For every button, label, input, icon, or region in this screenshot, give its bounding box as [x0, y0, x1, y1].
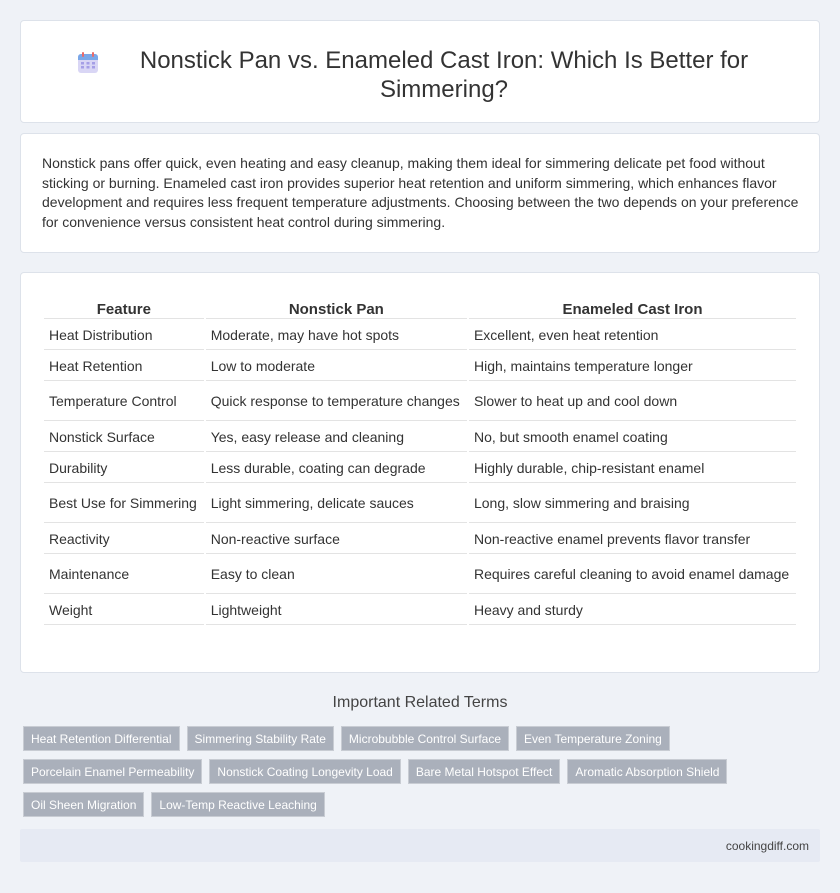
nonstick-cell: Moderate, may have hot spots: [206, 319, 467, 350]
nonstick-cell: Yes, easy release and cleaning: [206, 421, 467, 452]
feature-cell: Heat Retention: [44, 350, 204, 381]
table-header-row: [44, 295, 796, 319]
table-row: [44, 523, 796, 554]
calendar-icon: [76, 51, 100, 75]
feature-cell: Weight: [44, 594, 204, 625]
related-term-tag[interactable]: Even Temperature Zoning: [516, 726, 670, 751]
cast-iron-cell: Long, slow simmering and braising: [469, 483, 796, 523]
cast-iron-cell: Non-reactive enamel prevents flavor transfer: [469, 523, 796, 554]
table-row: [44, 421, 796, 452]
table-row: [44, 452, 796, 483]
feature-cell: Maintenance: [44, 554, 204, 594]
comparison-table: [42, 295, 798, 625]
nonstick-cell: Less durable, coating can degrade: [206, 452, 467, 483]
related-term-tag[interactable]: Bare Metal Hotspot Effect: [408, 759, 561, 784]
cast-iron-cell: Slower to heat up and cool down: [469, 381, 796, 421]
page-title: Nonstick Pan vs. Enameled Cast Iron: Which Is Better for Simmering?: [139, 47, 749, 103]
cast-iron-cell: Excellent, even heat retention: [469, 319, 796, 350]
nonstick-cell: Easy to clean: [206, 554, 467, 594]
table-row: [44, 483, 796, 523]
cast-iron-cell: Highly durable, chip-resistant enamel: [469, 452, 796, 483]
related-term-tag[interactable]: Oil Sheen Migration: [23, 792, 144, 817]
column-header-cast-iron: Enameled Cast Iron: [469, 295, 796, 319]
table-row: [44, 350, 796, 381]
related-term-tag[interactable]: Low-Temp Reactive Leaching: [151, 792, 324, 817]
intro-card: [20, 133, 820, 253]
nonstick-cell: Light simmering, delicate sauces: [206, 483, 467, 523]
comparison-table-card: [20, 272, 820, 673]
related-term-tag[interactable]: Heat Retention Differential: [23, 726, 180, 751]
feature-cell: Best Use for Simmering: [44, 483, 204, 523]
table-row: [44, 381, 796, 421]
related-term-tag[interactable]: Simmering Stability Rate: [187, 726, 334, 751]
feature-cell: Heat Distribution: [44, 319, 204, 350]
footer-bar: [20, 829, 820, 862]
related-term-tag[interactable]: Nonstick Coating Longevity Load: [209, 759, 400, 784]
nonstick-cell: Quick response to temperature changes: [206, 381, 467, 421]
table-row: [44, 594, 796, 625]
nonstick-cell: Non-reactive surface: [206, 523, 467, 554]
cast-iron-cell: No, but smooth enamel coating: [469, 421, 796, 452]
intro-paragraph: Nonstick pans offer quick, even heating and easy cleanup, making them ideal for simmering delicate pet food without sticking or burning. Enameled cast iron provides superior heat retention and uniform simmering, which enhances flavor development and requires less frequent temperature adjustments. Choosing between the two depends on your preference for convenience versus consistent heat control during simmering.: [42, 155, 799, 230]
cast-iron-cell: High, maintains temperature longer: [469, 350, 796, 381]
feature-cell: Reactivity: [44, 523, 204, 554]
column-header-nonstick: Nonstick Pan: [206, 295, 467, 319]
table-row: [44, 554, 796, 594]
feature-cell: Temperature Control: [44, 381, 204, 421]
related-term-tag[interactable]: Microbubble Control Surface: [341, 726, 509, 751]
feature-cell: Nonstick Surface: [44, 421, 204, 452]
table-row: [44, 319, 796, 350]
feature-cell: Durability: [44, 452, 204, 483]
nonstick-cell: Low to moderate: [206, 350, 467, 381]
related-terms-heading: Important Related Terms: [332, 694, 508, 711]
related-term-tag[interactable]: Porcelain Enamel Permeability: [23, 759, 202, 784]
cast-iron-cell: Heavy and sturdy: [469, 594, 796, 625]
cast-iron-cell: Requires careful cleaning to avoid enamel damage: [469, 554, 796, 594]
related-terms-list: [23, 726, 823, 817]
related-term-tag[interactable]: Aromatic Absorption Shield: [567, 759, 727, 784]
title-card: [20, 20, 820, 123]
column-header-feature: Feature: [44, 295, 204, 319]
nonstick-cell: Lightweight: [206, 594, 467, 625]
footer-site-link[interactable]: cookingdiff.com: [725, 839, 809, 853]
